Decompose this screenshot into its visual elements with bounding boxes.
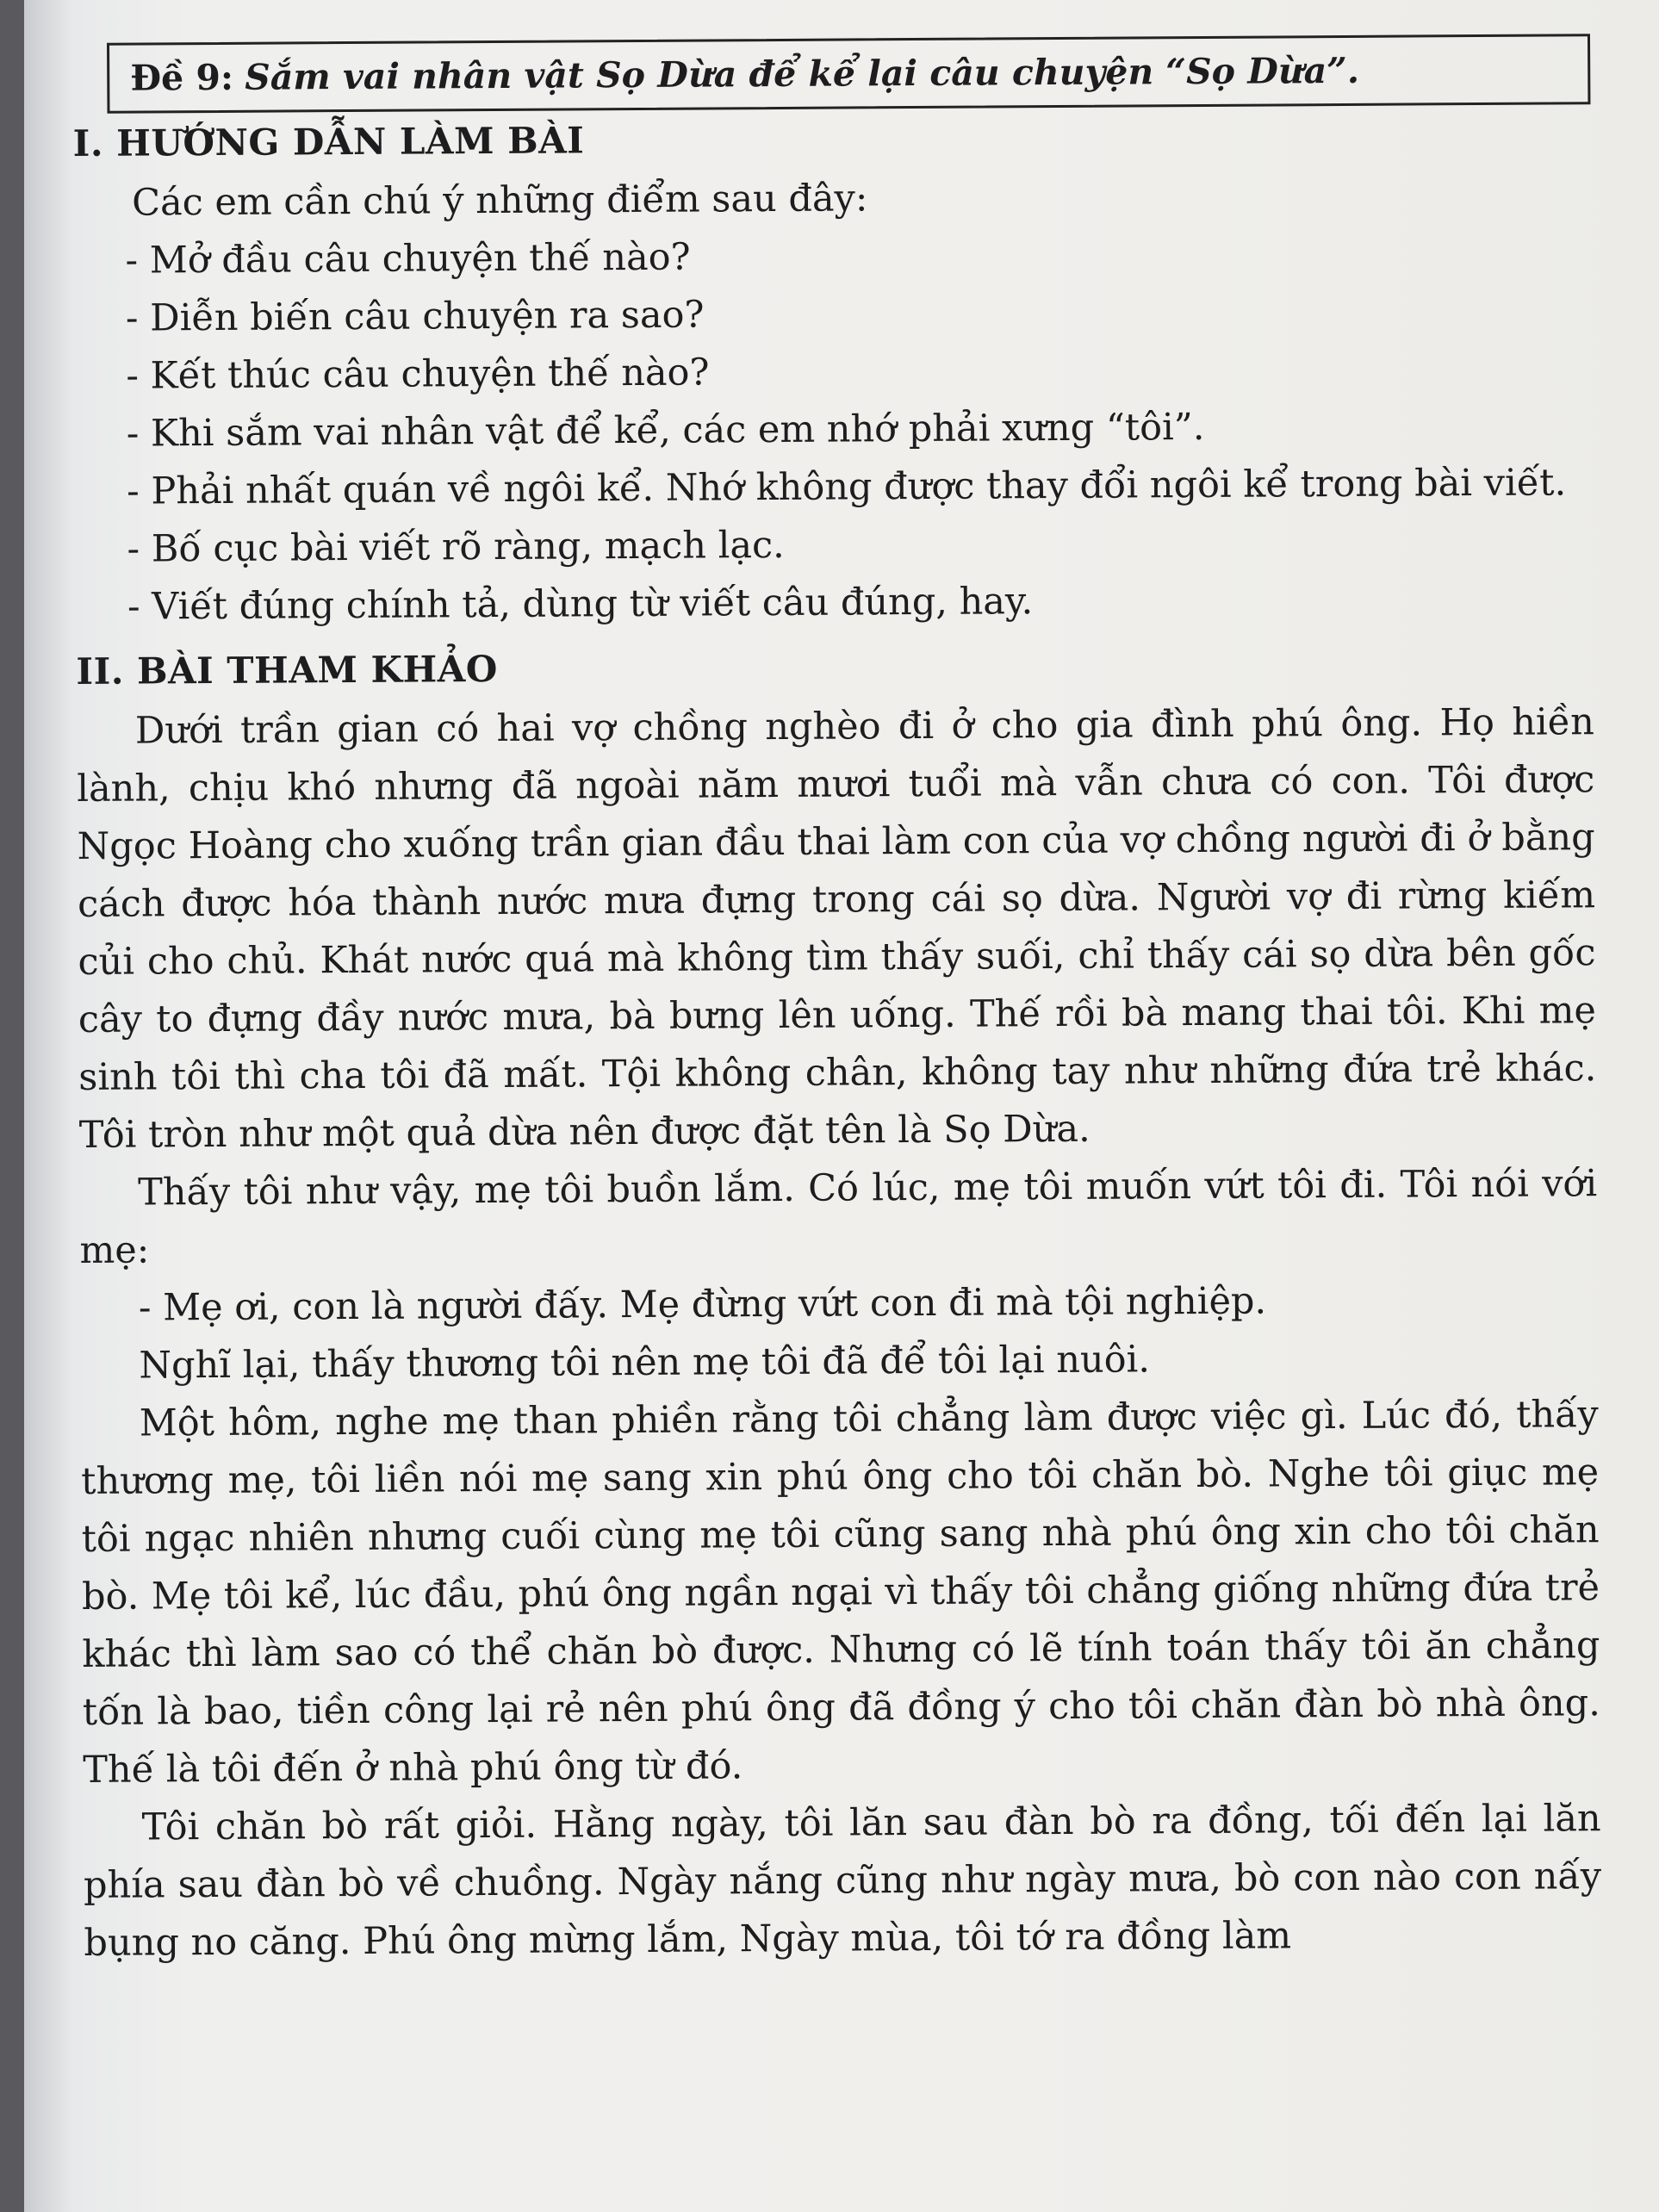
exercise-number: Đề 9: bbox=[130, 56, 234, 99]
story-paragraph: Tôi chăn bò rất giỏi. Hằng ngày, tôi lăn sau đàn bò ra đồng, tối đến lại lăn phía sau đàn bò về chuồng. Ngày nắng cũng như ngày mưa, bò con nào con nấy bụng no căng. Phú ông mừng lắm, Ngày mùa, tôi tớ ra đồng làm bbox=[83, 1797, 1602, 1965]
book-page bbox=[24, 0, 1659, 2212]
exercise-title: Sắm vai nhân vật Sọ Dừa để kể lại câu chuyện “Sọ Dừa”. bbox=[245, 49, 1360, 98]
story-paragraph: Thấy tôi như vậy, mẹ tôi buồn lắm. Có lúc, mẹ tôi muốn vứt tôi đi. Tôi nói với mẹ: bbox=[79, 1162, 1598, 1272]
guide-item: - Mở đầu câu chuyện thế nào? bbox=[125, 235, 691, 283]
guide-item: - Bố cục bài viết rõ ràng, mạch lạc. bbox=[127, 523, 785, 571]
section-heading-reference: II. BÀI THAM KHẢO bbox=[76, 647, 498, 693]
guide-item: - Viết đúng chính tả, dùng từ viết câu đúng, hay. bbox=[127, 580, 1034, 629]
guide-item: - Khi sắm vai nhân vật để kể, các em nhớ phải xưng “tôi”. bbox=[126, 405, 1205, 456]
guide-item: - Phải nhất quán về ngôi kể. Nhớ không được thay đổi ngôi kể trong bài viết. bbox=[127, 461, 1567, 513]
story-dialogue: - Mẹ ơi, con là người đấy. Mẹ đừng vứt con đi mà tội nghiệp. bbox=[138, 1279, 1267, 1330]
guide-intro: Các em cần chú ý những điểm sau đây: bbox=[131, 177, 868, 225]
guide-item: - Kết thúc câu chuyện thế nào? bbox=[126, 351, 710, 398]
story-paragraph: Nghĩ lại, thấy thương tôi nên mẹ tôi đã để tôi lại nuôi. bbox=[139, 1338, 1151, 1388]
story-paragraph: Một hôm, nghe mẹ than phiền rằng tôi chẳng làm được việc gì. Lúc đó, thấy thương mẹ, tôi liền nói mẹ sang xin phú ông cho tôi chăn bò. Nghe tôi giục mẹ tôi ngạc nhiên nhưng cuối cùng mẹ tôi cũng sang nhà phú ông xin cho tôi chăn bò. Mẹ tôi kể, lúc đầu, phú ông ngần ngại vì thấy tôi chẳng giống những đứa trẻ khác thì làm sao có thể chăn bò được. Nhưng có lẽ tính toán thấy tôi ăn chẳng tốn là bao, tiền công lại rẻ nên phú ông đã đồng ý cho tôi chăn đàn bò nhà ông. Thế là tôi đến ở nhà phú ông từ đó. bbox=[81, 1393, 1600, 1792]
story-paragraph: Dưới trần gian có hai vợ chồng nghèo đi ở cho gia đình phú ông. Họ hiền lành, chịu khó nhưng đã ngoài năm mươi tuổi mà vẫn chưa có con. Tôi được Ngọc Hoàng cho xuống trần gian đầu thai làm con của vợ chồng người đi ở bằng cách được hóa thành nước mưa đựng trong cái sọ dừa. Người vợ đi rừng kiếm củi cho chủ. Khát nước quá mà không tìm thấy suối, chỉ thấy cái sọ dừa bên gốc cây to đựng đầy nước mưa, bà bưng lên uống. Thế rồi bà mang thai tôi. Khi mẹ sinh tôi thì cha tôi đã mất. Tội không chân, không tay như những đứa trẻ khác. Tôi tròn như một quả dừa nên được đặt tên là Sọ Dừa. bbox=[77, 700, 1597, 1157]
exercise-title-box bbox=[107, 34, 1590, 114]
guide-item: - Diễn biến câu chuyện ra sao? bbox=[125, 293, 705, 340]
page-content bbox=[72, 34, 1602, 1973]
section-heading-guide: I. HƯỚNG DẪN LÀM BÀI bbox=[72, 119, 585, 165]
